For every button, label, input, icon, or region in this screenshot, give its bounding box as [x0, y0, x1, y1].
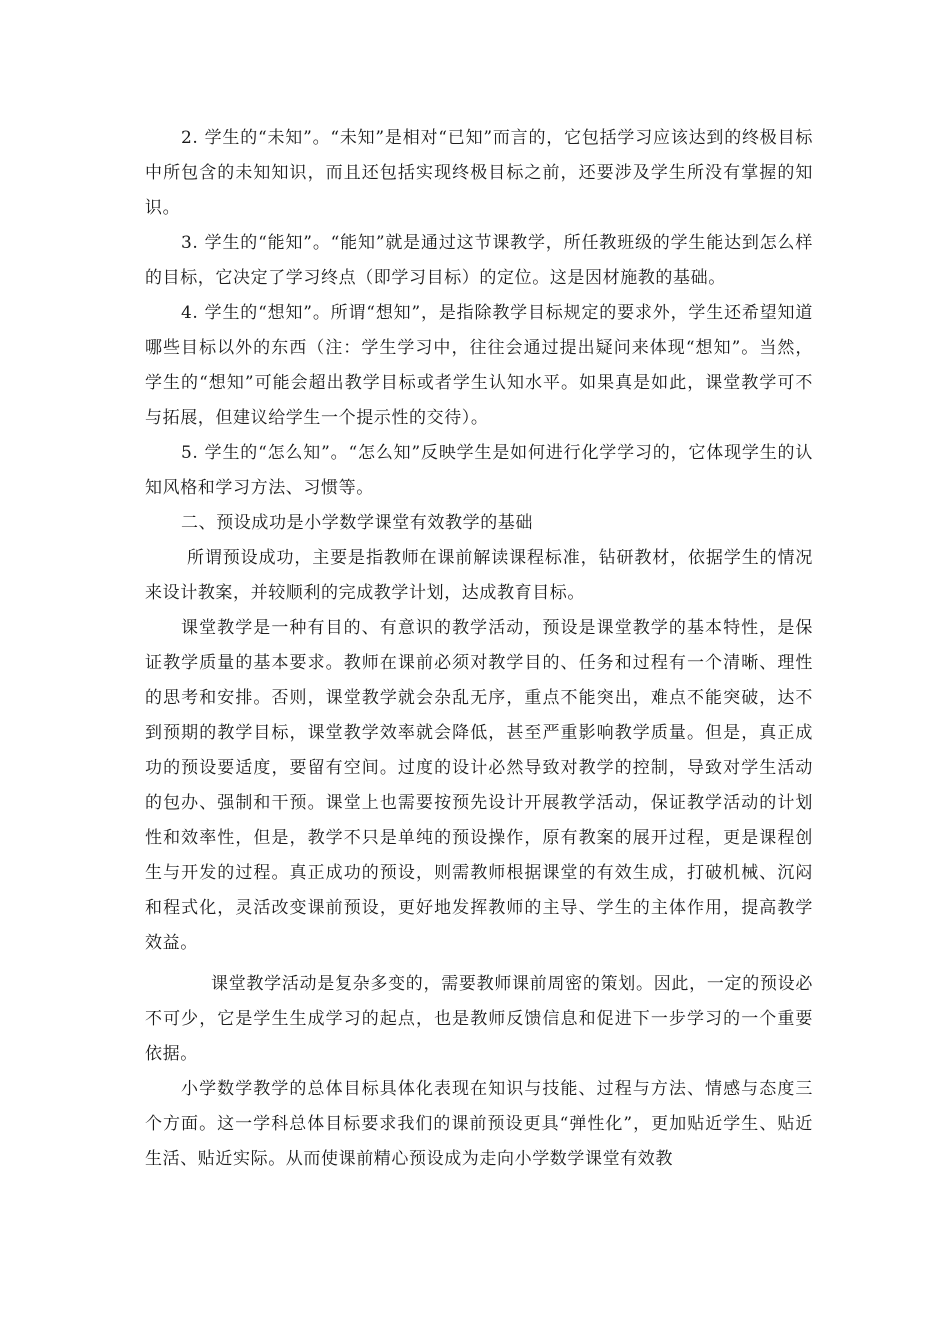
paragraph-classroom-activity: 课堂教学活动是复杂多变的，需要教师课前周密的策划。因此，一定的预设必不可少，它是学生生成学习的起点，也是教师反馈信息和促进下一步学习的一个重要依据。 — [145, 974, 813, 1064]
paragraph-can-know: 3. 学生的“能知”。“能知”就是通过这节课教学，所任教班级的学生能达到怎么样的目标，它决定了学习终点（即学习目标）的定位。这是因材施教的基础。 — [145, 233, 813, 288]
paragraph-overall-goals: 小学数学教学的总体目标具体化表现在知识与技能、过程与方法、情感与态度三个方面。这一学科总体目标要求我们的课前预设更具“弹性化”，更加贴近学生、贴近生活、贴近实际。从而使课前精心预设成为走向小学数学课堂有效教 — [145, 1079, 813, 1169]
paragraph-how-know: 5. 学生的“怎么知”。“怎么知”反映学生是如何进行化学学习的，它体现学生的认知风格和学习方法、习惯等。 — [145, 443, 813, 498]
paragraph-unknown: 2. 学生的“未知”。“未知”是相对“已知”而言的，它包括学习应该达到的终极目标中所包含的未知知识，而且还包括实现终极目标之前，还要涉及学生所没有掌握的知识。 — [145, 128, 813, 218]
section-heading: 二、预设成功是小学数学课堂有效教学的基础 — [181, 513, 533, 533]
document-body — [145, 121, 813, 1177]
paragraph-preset-definition: 所谓预设成功，主要是指教师在课前解读课程标准，钻研教材，依据学生的情况来设计教案，并较顺利的完成教学计划，达成教育目标。 — [145, 548, 813, 603]
paragraph-classroom-teaching: 课堂教学是一种有目的、有意识的教学活动，预设是课堂教学的基本特性，是保证教学质量的基本要求。教师在课前必须对教学目的、任务和过程有一个清晰、理性的思考和安排。否则，课堂教学就会杂乱无序，重点不能突出，难点不能突破，达不到预期的教学目标，课堂教学效率就会降低，甚至严重影响教学质量。但是，真正成功的预设要适度，要留有空间。过度的设计必然导致对教学的控制，导致对学生活动的包办、强制和干预。课堂上也需要按预先设计开展教学活动，保证教学活动的计划性和效率性，但是，教学不只是单纯的预设操作，原有教案的展开过程，更是课程创生与开发的过程。真正成功的预设，则需教师根据课堂的有效生成，打破机械、沉闷和程式化，灵活改变课前预设，更好地发挥教师的主导、学生的主体作用，提高教学效益。 — [145, 618, 813, 953]
paragraph-want-know: 4. 学生的“想知”。所谓“想知”，是指除教学目标规定的要求外，学生还希望知道哪些目标以外的东西（注：学生学习中，往往会通过提出疑问来体现“想知”。当然，学生的“想知”可能会超出教学目标或者学生认知水平。如果真是如此，课堂教学可不与拓展，但建议给学生一个提示性的交待）。 — [145, 303, 813, 428]
